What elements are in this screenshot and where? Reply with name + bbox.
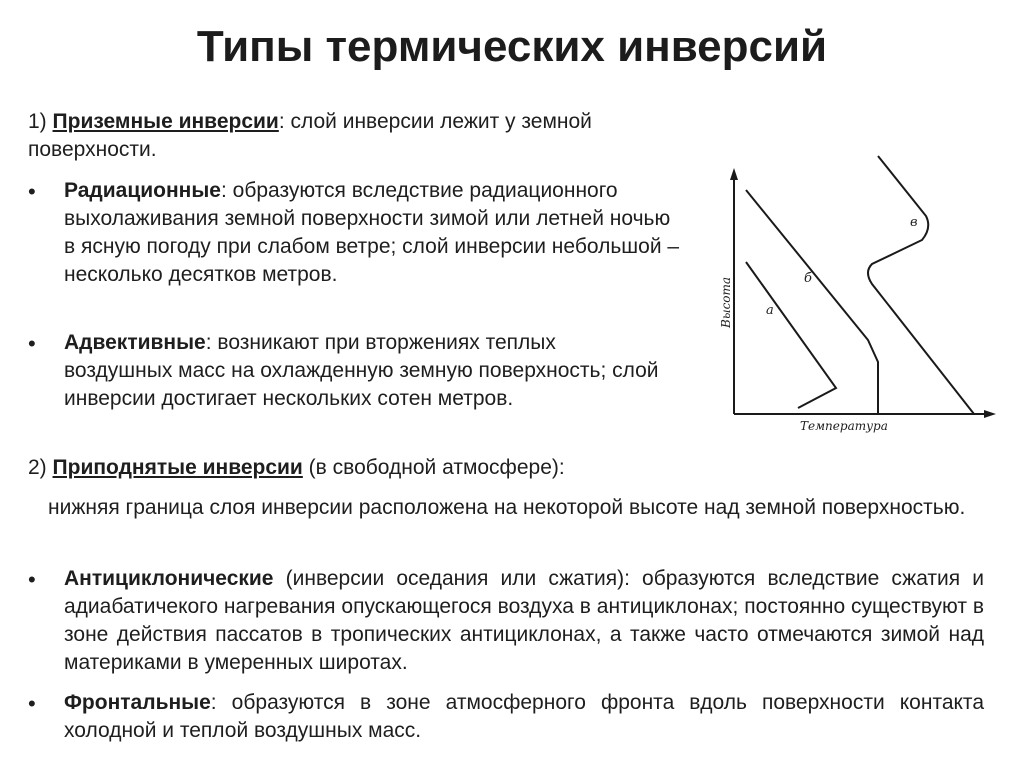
y-axis-label: Высота: [719, 276, 733, 328]
slide-title: Типы термических инверсий: [196, 22, 828, 71]
inversion-diagram: [700, 150, 1000, 450]
bullet-marker: •: [28, 691, 36, 716]
x-axis-arrow: [984, 410, 996, 418]
bullet-marker: •: [28, 567, 36, 592]
text-radiation: : образуются вследствие радиационного выхолаживания земной поверхности зимой или летней ночью в ясную погоду при слабом ветре; слой инверсии небольшой – несколько десятков метров.: [64, 179, 680, 286]
term-advection: Адвективные: [64, 331, 206, 354]
section-1-intro: [28, 108, 688, 164]
section-1-heading: Приземные инверсии: [52, 110, 279, 133]
bullet-frontal: [64, 689, 984, 745]
bullet-advection: [64, 329, 664, 413]
text-frontal: : образуются в зоне атмосферного фронта вдоль поверхности контакта холодной и теплой воздушных масс.: [64, 691, 984, 742]
term-radiation: Радиационные: [64, 179, 221, 202]
text-advection: : возникают при вторжениях теплых воздушных масс на охлажденную земную поверхность; слой инверсии достигает нескольких сотен метров.: [64, 331, 659, 410]
term-anticyclonic: Антициклонические: [64, 567, 274, 590]
list-item: [28, 330, 68, 358]
curve-c-label: в: [910, 215, 918, 230]
list-item: [28, 690, 68, 718]
curve-a-label: а: [766, 303, 774, 318]
term-frontal: Фронтальные: [64, 691, 211, 714]
section-2-description: нижняя граница слоя инверсии расположена на некоторой высоте над земной поверхностью.: [48, 496, 966, 519]
list-item: [28, 178, 68, 206]
y-axis-arrow: [730, 168, 738, 180]
curve-c: [868, 156, 974, 414]
bullet-radiation: [64, 177, 684, 289]
section-2-text: (в свободной атмосфере):: [302, 456, 565, 479]
bullet-marker: •: [28, 179, 36, 204]
curve-b: [746, 190, 878, 414]
x-axis-label: Температура: [800, 419, 888, 433]
section-1-text: : слой инверсии лежит у земной поверхности.: [28, 110, 592, 161]
section-2-number: 2): [28, 456, 47, 479]
section-1-number: 1): [28, 110, 47, 133]
curve-b-label: б: [804, 271, 812, 286]
bullet-marker: •: [28, 331, 36, 356]
text-anticyclonic: (инверсии оседания или сжатия): образуются вследствие сжатия и адиабатичекого нагревания опускающегося воздуха в антициклонах; постоянно существуют в зоне действия пассатов в тропических антициклонах, а также часто отмечаются зимой над материками в умеренных широтах.: [64, 567, 984, 674]
section-2-intro: [28, 454, 928, 482]
list-item: [28, 566, 68, 594]
section-2-heading: Приподнятые инверсии: [52, 456, 303, 479]
bullet-anticyclonic: [64, 565, 984, 677]
